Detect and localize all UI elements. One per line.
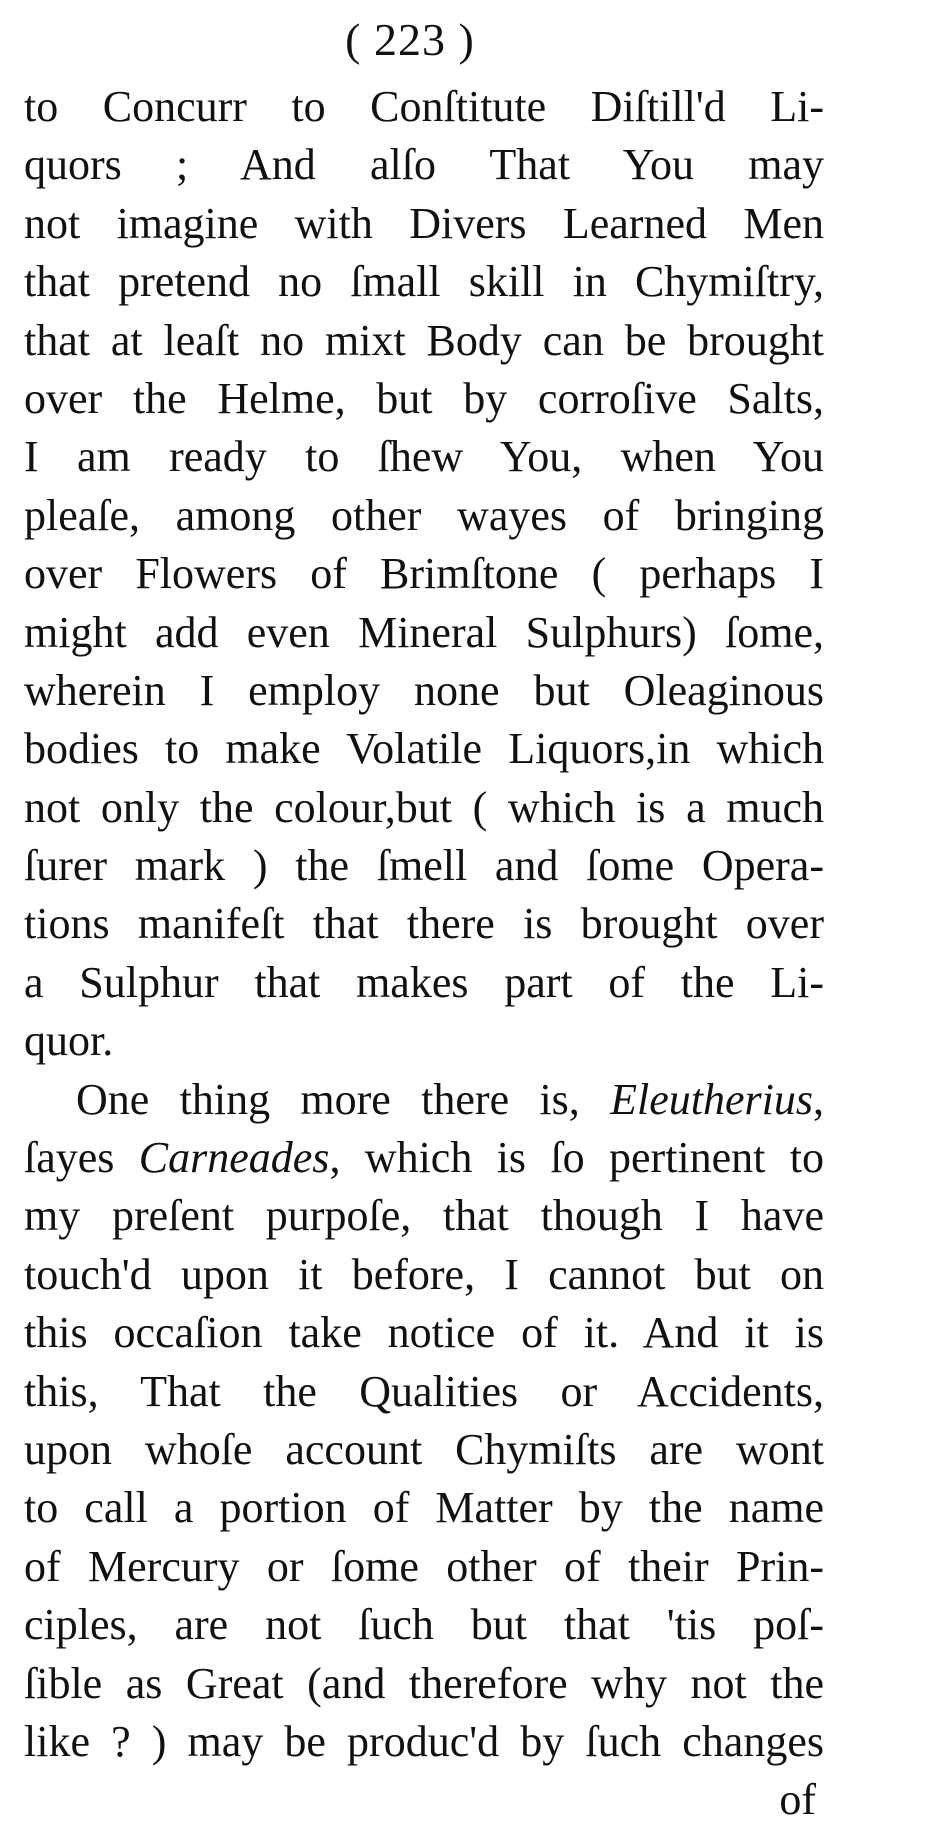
text-segment: to call a portion of Matter by the name: [24, 1483, 824, 1533]
text-line: [24, 545, 824, 603]
body-text: [24, 78, 824, 1830]
text-line: [24, 253, 824, 311]
text-line: [24, 720, 824, 778]
page-number: ( 223 ): [345, 14, 475, 65]
text-segment: One thing more there is,: [76, 1074, 611, 1124]
text-line: [24, 895, 824, 953]
text-segment: ,: [813, 1074, 824, 1124]
text-segment: that at leaſt no mixt Body can be brought: [24, 315, 824, 365]
text-segment: tions manifeſt that there is brought over: [24, 899, 824, 949]
text-line: [24, 1071, 824, 1129]
text-line: [24, 487, 824, 545]
text-line: [24, 1479, 824, 1537]
text-segment: might add even Mineral Sulphurs) ſome,: [24, 607, 824, 657]
text-line: [24, 954, 824, 1012]
text-line: [24, 312, 824, 370]
text-segment: this occaſion take notice of it. And it is: [24, 1308, 824, 1358]
text-segment: upon whoſe account Chymiſts are wont: [24, 1424, 824, 1474]
text-segment: a Sulphur that makes part of the Li-: [24, 957, 824, 1007]
text-segment: , which is ſo pertinent to: [329, 1133, 824, 1183]
text-segment: over Flowers of Brimſtone ( perhaps I: [24, 549, 824, 599]
text-line: [24, 604, 824, 662]
text-line: [24, 1246, 824, 1304]
text-line: [24, 1655, 824, 1713]
text-line: [24, 370, 824, 428]
text-line: [24, 1187, 824, 1245]
text-segment: not imagine with Divers Learned Men: [24, 198, 824, 248]
text-line: [24, 662, 824, 720]
text-segment: quors ; And alſo That You may: [24, 140, 824, 190]
text-segment: ſible as Great (and therefore why not the: [24, 1658, 824, 1708]
text-segment: bodies to make Volatile Liquors,in which: [24, 724, 824, 774]
text-line: [24, 1421, 824, 1479]
text-segment: over the Helme, but by corroſive Salts,: [24, 373, 824, 423]
text-segment: pleaſe, among other wayes of bringing: [24, 490, 824, 540]
text-line: [24, 195, 824, 253]
text-line: [24, 1304, 824, 1362]
text-segment: ciples, are not ſuch but that 'tis poſ-: [24, 1600, 824, 1650]
text-segment: ſurer mark ) the ſmell and ſome Opera-: [24, 841, 824, 891]
text-line: [24, 1012, 824, 1070]
italic-name: Eleutherius: [610, 1074, 813, 1124]
text-line: [24, 837, 824, 895]
text-segment: like ? ) may be produc'd by ſuch changes: [24, 1716, 824, 1766]
text-line: [24, 1596, 824, 1654]
text-segment: my preſent purpoſe, that though I have: [24, 1191, 824, 1241]
text-line: [24, 136, 824, 194]
text-line: [24, 428, 824, 486]
text-segment: of Mercury or ſome other of their Prin-: [24, 1541, 824, 1591]
text-line: [24, 779, 824, 837]
text-segment: this, That the Qualities or Accidents,: [24, 1366, 824, 1416]
text-segment: wherein I employ none but Oleaginous: [24, 665, 824, 715]
italic-name: Carneades: [138, 1133, 330, 1183]
text-segment: quor.: [24, 1016, 114, 1066]
text-segment: ſayes: [24, 1133, 139, 1183]
text-segment: to Concurr to Conſtitute Diſtill'd Li-: [24, 82, 824, 131]
text-line: [24, 1363, 824, 1421]
text-line: [24, 1538, 824, 1596]
text-line: [24, 1713, 824, 1771]
text-line: [24, 1129, 824, 1187]
catchword: of: [779, 1775, 816, 1825]
text-segment: touch'd upon it before, I cannot but on: [24, 1249, 824, 1299]
text-segment: that pretend no ſmall skill in Chymiſtry,: [24, 257, 824, 307]
text-segment: I am ready to ſhew You, when You: [24, 432, 824, 482]
text-line: [24, 78, 824, 136]
text-segment: not only the colour,but ( which is a much: [24, 782, 824, 832]
